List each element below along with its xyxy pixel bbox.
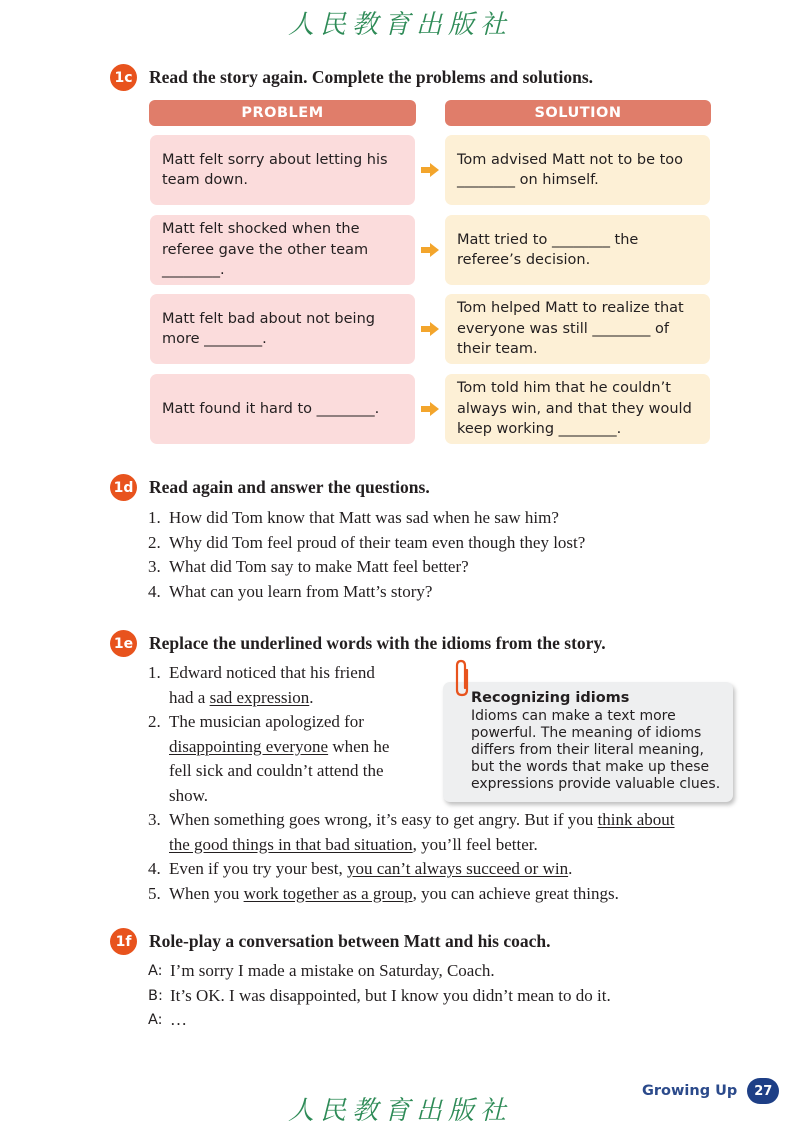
question-text: How did Tom know that Matt was sad when he saw him? (169, 508, 559, 527)
section-title: Replace the underlined words with the idioms from the story. (149, 633, 606, 653)
tip-box (443, 682, 733, 802)
problem-cell-2: Matt felt shocked when the referee gave the other team ________. (150, 215, 415, 285)
question-number: 1. (148, 508, 161, 527)
problem-cell-4: Matt found it hard to ________. (150, 374, 415, 444)
exercise-item-5 (148, 882, 675, 907)
item-number: 1. (148, 663, 161, 682)
arrow-right-icon (421, 402, 439, 416)
item-number: 4. (148, 859, 161, 878)
question-item (148, 531, 585, 556)
solution-cell-1: Tom advised Matt not to be too ________ on himself. (445, 135, 710, 205)
section-1c-heading (110, 64, 593, 91)
underlined-phrase: think about (597, 810, 675, 829)
section-badge: 1d (110, 474, 137, 501)
arrow-right-icon (421, 163, 439, 177)
question-number: 2. (148, 532, 161, 552)
underlined-phrase: sad expression (209, 687, 310, 707)
publisher-logo: 人民教育出版社 (287, 1096, 512, 1126)
tip-title: Recognizing idioms (471, 690, 630, 706)
section-1d-heading (110, 474, 430, 501)
solution-cell-4: Tom told him that he couldn’t always win, and that they would keep working ________. (445, 374, 710, 444)
item-text: show. (169, 785, 209, 805)
underlined-phrase: the good things in that bad situation (169, 834, 413, 854)
exercise-item-4 (148, 857, 675, 882)
section-title: Read again and answer the questions. (149, 477, 430, 497)
page-number: 27 (747, 1078, 779, 1104)
item-text: had a sad expression. (169, 687, 314, 707)
arrow-right-icon (421, 322, 439, 336)
section-title: Read the story again. Complete the problems and solutions. (149, 67, 594, 87)
exercise-item-3 (148, 808, 675, 833)
underlined-phrase: disappointing everyone (169, 736, 329, 756)
section-badge: 1f (110, 928, 137, 955)
item-text: When you work together as a group, you can achieve great things. (169, 883, 619, 903)
solution-cell-3: Tom helped Matt to realize that everyone was still ________ of their team. (445, 294, 710, 364)
problem-column-header: PROBLEM (149, 100, 416, 126)
question-item (148, 555, 585, 580)
underlined-phrase: you can’t always succeed or win (347, 859, 569, 878)
question-text: What did Tom say to make Matt feel better? (169, 557, 469, 576)
exercise-item-3-cont (148, 833, 675, 858)
section-badge: 1e (110, 630, 137, 657)
section-badge: 1c (110, 64, 137, 91)
item-text: Edward noticed that his friend (169, 663, 375, 682)
problem-cell-3: Matt felt bad about not being more ________. (150, 294, 415, 364)
paperclip-icon (451, 658, 473, 698)
publisher-logo: 人民教育出版社 (287, 10, 512, 40)
item-text: disappointing everyone when he (169, 736, 390, 756)
item-text: The musician apologized for (169, 712, 364, 731)
item-number: 5. (148, 883, 161, 903)
solution-column-header: SOLUTION (445, 100, 711, 126)
dialog (148, 959, 611, 1033)
speaker-label: B: (148, 987, 163, 1004)
dialog-text: It’s OK. I was disappointed, but I know you didn’t mean to do it. (170, 985, 611, 1005)
section-1e-heading (110, 630, 606, 657)
section-title: Role-play a conversation between Matt and his coach. (149, 931, 551, 951)
question-list (148, 506, 585, 604)
tip-body: Idioms can make a text more powerful. The meaning of idioms differs from their literal meaning, but the words that make up these expressions provide valuable clues. (471, 708, 721, 792)
dialog-text: I’m sorry I made a mistake on Saturday, Coach. (170, 961, 495, 980)
question-number: 4. (148, 581, 161, 601)
item-number: 3. (148, 810, 161, 829)
solution-cell-2: Matt tried to ________ the referee’s decision. (445, 215, 710, 285)
speaker-label: A: (148, 1012, 163, 1028)
unit-title: Growing Up (642, 1083, 738, 1099)
question-number: 3. (148, 557, 161, 576)
item-text: Even if you try your best, you can’t always succeed or win. (169, 859, 573, 878)
question-item (148, 580, 585, 605)
speaker-label: A: (148, 963, 163, 979)
underlined-phrase: work together as a group (243, 883, 413, 903)
item-text: the good things in that bad situation, you’ll feel better. (169, 834, 538, 854)
item-number: 2. (148, 712, 161, 731)
section-1f-heading (110, 928, 551, 955)
problem-cell-1: Matt felt sorry about letting his team down. (150, 135, 415, 205)
dialog-text: … (170, 1010, 187, 1029)
item-text: fell sick and couldn’t attend the (169, 761, 384, 780)
question-text: Why did Tom feel proud of their team even though they lost? (169, 532, 586, 552)
dialog-line (148, 959, 611, 984)
arrow-right-icon (421, 243, 439, 257)
item-text: When something goes wrong, it’s easy to get angry. But if you think about (169, 810, 675, 829)
question-item (148, 506, 585, 531)
dialog-line (148, 1008, 611, 1033)
question-text: What can you learn from Matt’s story? (169, 581, 433, 601)
dialog-line (148, 984, 611, 1009)
